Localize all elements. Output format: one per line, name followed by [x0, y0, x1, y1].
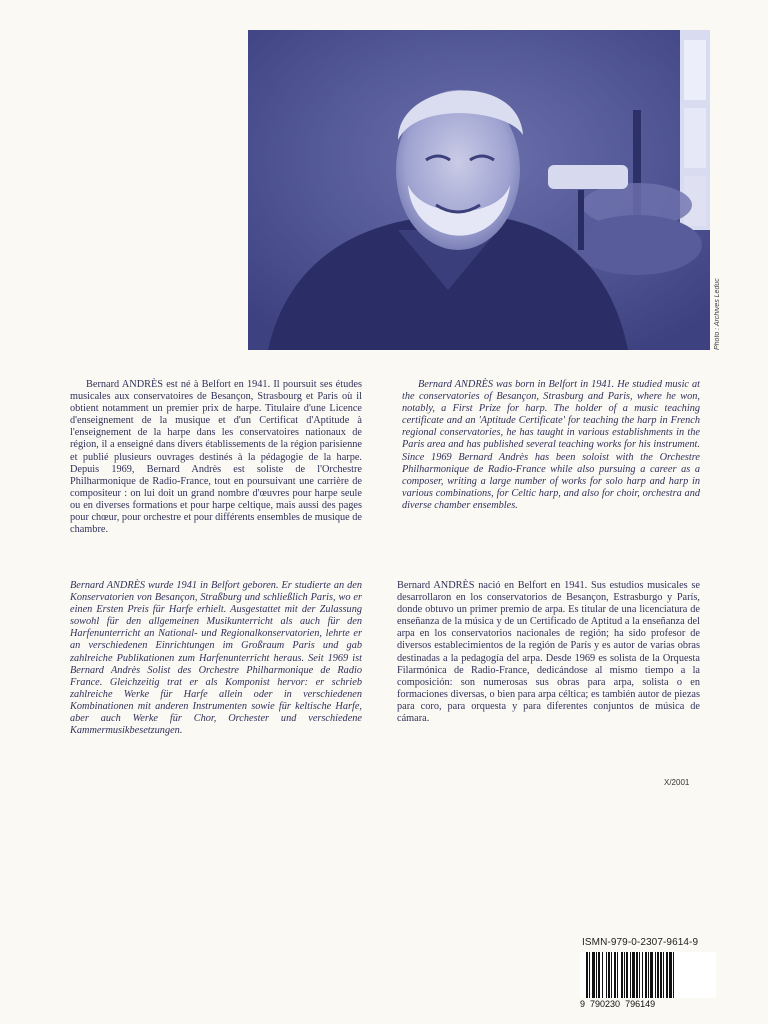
barcode-bar: [669, 952, 672, 998]
biography-german: Bernard ANDRÈS wurde 1941 in Belfort geboren. Er studierte an den Konservatorien von Besançon, Straßburg und schließlich Paris, wo er einen Ersten Preis für Harfe erhielt. Ausgestattet mit der Zulassung sowohl für den allgemeinen Musikunterricht als auch für den Harfenunterricht an National- und Regionalkonservatorien, lehrte er an verschiedenen Einrichtungen im Großraum Paris und gab zahlreiche Publikationen zum Harfenunterricht heraus. Seit 1969 ist Bernard Andrès Solist des Orchestre Philharmonique de Radio France. Gleichzeitig trat er als Komponist hervor: er schrieb zahlreiche Werke für Harfe allein oder in verschiedenen Kombinationen mit anderen Instrumenten sowie für keltische Harfe, aber auch Werke für Chor, Orchester und verschiedene Kammermusikbesetzungen.: [70, 580, 362, 737]
barcode-bar: [592, 952, 595, 998]
barcode-digits-left: 790230: [590, 999, 621, 1009]
barcode-bar: [642, 952, 643, 998]
barcode-bar: [626, 952, 628, 998]
barcode-bar: [611, 952, 612, 998]
barcode-bar: [606, 952, 607, 998]
ismn-number: ISMN-979-0-2307-9614-9: [582, 937, 699, 948]
photo-credit: Photo : Archives Leduc: [714, 278, 721, 350]
barcode-bar: [639, 952, 640, 998]
barcode-bar: [650, 952, 653, 998]
barcode-bar: [655, 952, 656, 998]
barcode-bar: [648, 952, 649, 998]
portrait-illustration: [248, 30, 710, 350]
barcode-block: [580, 937, 716, 1017]
biography-spanish: Bernard ANDRÈS nació en Belfort en 1941. Sus estudios musicales se desarrollaron en los conservatorios de Besançon, Estrasburgo y París, donde obtuvo un primer premio de arpa. Es titular de una licenciatura de enseñanza de la música y de un Certificado de Aptitud a la enseñanza del arpa en los conservatorios nacionales de región; ha sido profesor de diversos establecimientos de la región de París y es autor de varias obras destinadas a la pedagogía del arpa. Desde 1969 es solista de la Orquesta Filarmónica de Radio-France, dedicándose al mismo tiempo a la composición: son numerosas sus obras para arpa, solista o en formaciones diversas, o bien para arpa céltica; es también autor de piezas para coro, para orquesta y para diferentes conjuntos de música de cámara.: [397, 580, 700, 725]
barcode-bar: [632, 952, 635, 998]
barcode-bar: [673, 952, 674, 998]
barcode-bar: [586, 952, 588, 998]
barcode-bar: [666, 952, 668, 998]
barcode-bar: [621, 952, 623, 998]
barcode-bar: [598, 952, 600, 998]
barcode-digits: [580, 999, 716, 1009]
barcode-bar: [608, 952, 610, 998]
barcode-bar: [624, 952, 625, 998]
barcode-bar: [617, 952, 618, 998]
edition-date: X/2001: [664, 778, 690, 787]
portrait-photo: [248, 30, 710, 350]
biography-french: Bernard ANDRÈS est né à Belfort en 1941. Il poursuit ses études musicales aux conservatoires de Besançon, Strasbourg et Paris où il obtient notamment un premier prix de harpe. Titulaire d'une Licence d'enseignement de la musique et d'un Certificat d'Aptitude à l'enseignement de la harpe dans les conservatoires nationaux de région, il a enseigné dans divers établissements de la région parisienne et publié plusieurs ouvrages destinés à la pédagogie de la harpe. Depuis 1969, Bernard Andrès est soliste de l'Orchestre Philharmonique de Radio-France, tout en poursuivant une carrière de compositeur : on lui doit un grand nombre d'œuvres pour harpe seule ou en diverses formations et pour harpe celtique, mais aussi des pages pour chœur, pour orchestre et pour différents ensembles de musique de chambre.: [70, 379, 362, 536]
barcode-bar: [630, 952, 631, 998]
barcode-digits-right: 796149: [625, 999, 656, 1009]
barcode-bar: [614, 952, 616, 998]
barcode-bar: [596, 952, 597, 998]
barcode-bar: [602, 952, 603, 998]
barcode-bars: [580, 952, 716, 998]
barcode-digit-lead: 9: [580, 999, 586, 1009]
barcode-bar: [636, 952, 638, 998]
barcode-bar: [589, 952, 590, 998]
barcode-bar: [645, 952, 647, 998]
barcode-bar: [660, 952, 662, 998]
biography-english: Bernard ANDRÈS was born in Belfort in 1941. He studied music at the conservatories of Besançon, Strasburg and Paris, where he won, notably, a First Prize for harp. The holder of a music teaching certificate and an 'Aptitude Certificate' for teaching the harp in French regional conservatories, he has taught in various establishments in the Paris area and has published several teaching works for his instrument. Since 1969 Bernard Andrès has been soloist with the Orchestre Philharmonique de Radio-France while also pursuing a career as a composer, writing a large number of works for solo harp and harp in various combinations, for Celtic harp, and also for choir, orchestra and diverse chamber ensembles.: [402, 379, 700, 511]
barcode-bar: [657, 952, 659, 998]
barcode-bar: [663, 952, 664, 998]
